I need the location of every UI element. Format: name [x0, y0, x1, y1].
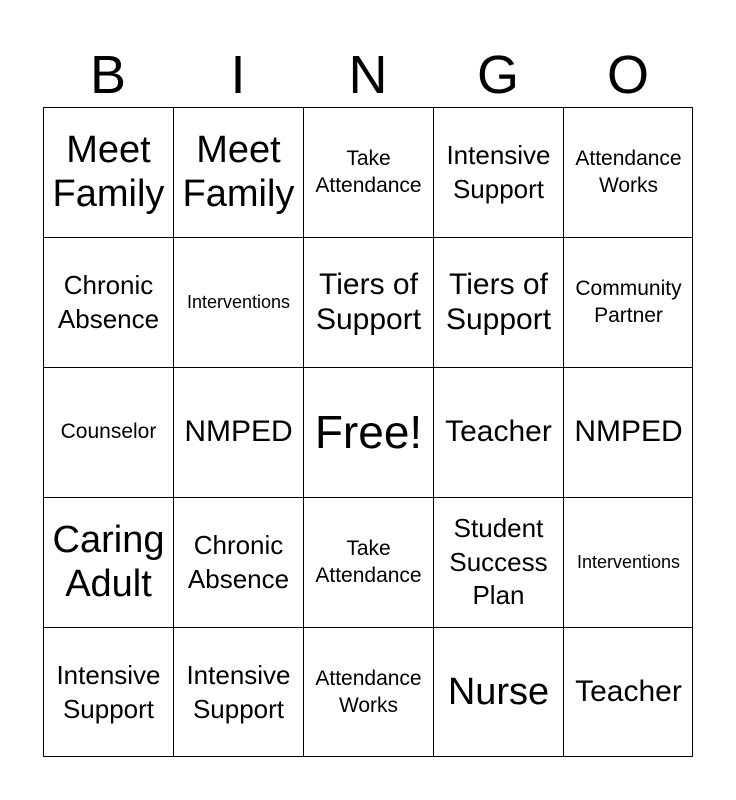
bingo-cell: Caring Adult [43, 497, 173, 627]
bingo-cell: Interventions [563, 497, 693, 627]
header-letter-i: I [230, 45, 246, 105]
bingo-cell: NMPED [173, 367, 303, 497]
bingo-cell: Meet Family [173, 107, 303, 237]
bingo-cell: Counselor [43, 367, 173, 497]
bingo-cell: Take Attendance [303, 107, 433, 237]
bingo-cell: Teacher [563, 627, 693, 757]
bingo-cell: Interventions [173, 237, 303, 367]
bingo-cell: Tiers of Support [303, 237, 433, 367]
bingo-cell: Intensive Support [43, 627, 173, 757]
header-letter-o: O [606, 45, 649, 105]
bingo-cell: Nurse [433, 627, 563, 757]
bingo-cell: Meet Family [43, 107, 173, 237]
free-space: Free! [303, 367, 433, 497]
bingo-cell: Attendance Works [303, 627, 433, 757]
header-letter-n: N [348, 45, 388, 105]
bingo-cell: Chronic Absence [173, 497, 303, 627]
bingo-header [43, 44, 693, 106]
bingo-cell: Tiers of Support [433, 237, 563, 367]
bingo-cell: Teacher [433, 367, 563, 497]
bingo-cell: Intensive Support [173, 627, 303, 757]
bingo-cell: Take Attendance [303, 497, 433, 627]
bingo-cell: Student Success Plan [433, 497, 563, 627]
bingo-cell: Attendance Works [563, 107, 693, 237]
bingo-card [43, 107, 693, 757]
header-letter-b: B [89, 45, 127, 105]
bingo-cell: NMPED [563, 367, 693, 497]
header-letter-g: G [476, 45, 519, 105]
bingo-cell: Community Partner [563, 237, 693, 367]
bingo-cell: Chronic Absence [43, 237, 173, 367]
bingo-cell: Intensive Support [433, 107, 563, 237]
